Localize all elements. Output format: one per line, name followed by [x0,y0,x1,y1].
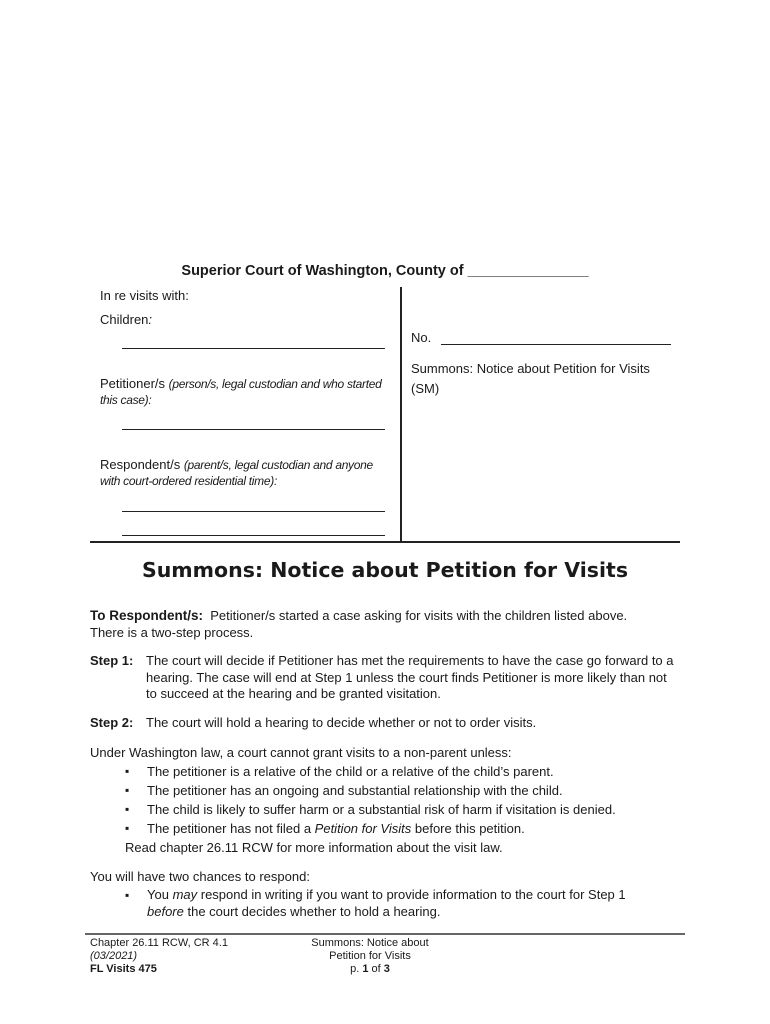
footer-title-2: Petition for Visits [329,950,411,962]
footer-page-total: 3 [383,963,390,975]
petitioner-note: (person/s, legal custodian and who started this case): [100,377,382,407]
intro-label: To Respondent/s: [90,608,203,623]
caption-doc-name [411,359,681,399]
petitioner-blank-line[interactable] [122,429,385,430]
footer-page [290,963,450,976]
respond-lead: You will have two chances to respond: [90,869,310,884]
law-bullet-list [125,762,685,838]
footer-page-prefix: p. [350,963,363,975]
respondent-label [100,457,390,489]
children-label [100,312,390,327]
court-title: Superior Court of Washington, County of _______________ [181,263,589,279]
step-1-text: The court will decide if Petitioner has met the requirements to have the case go forward to a hearing. The case will end at Step 1 unless the court finds Petitioner is more likely than not to succeed at the hearing and be granted visitation. [146,653,674,701]
caption-vertical-divider [400,287,402,542]
petitioner-label [100,376,390,408]
respondent-blank-line-2[interactable] [122,535,385,536]
step-2-text: The court will hold a hearing to decide whether or not to order visits. [146,715,537,730]
law-bullet-4 [125,819,685,838]
footer-page-of: of [368,963,384,975]
caption-doc-code: (SM) [411,381,440,396]
children-label-colon: : [148,312,153,327]
petitioner-label-text: Petitioner/s [100,376,169,391]
in-re-label: In re visits with: [100,288,189,303]
respondent-label-text: Respondent/s [100,457,184,472]
footer-center [290,937,450,976]
respond-b1-pre: You [147,887,173,902]
document-title: Summons: Notice about Petition for Visits [141,558,629,582]
caption-bottom-rule [90,541,680,543]
children-blank-line[interactable] [122,348,385,349]
footer-title-1: Summons: Notice about [311,937,429,949]
respond-bullet-list [125,887,685,920]
law-bullet-1: ▪ The petitioner is a relative of the child or a relative of the child’s parent. [125,762,685,781]
law-bullet-2: ▪ The petitioner has an ongoing and substantial relationship with the child. [125,781,685,800]
footer-form-number: FL Visits 475 [90,963,157,975]
children-label-text: Children [100,312,149,327]
caption-doc-title: Summons: Notice about Petition for Visits [411,361,650,376]
law-bullet-4-post: before this petition. [411,821,525,836]
respondent-note: (parent/s, legal custodian and anyone with court-ordered residential time): [100,458,373,488]
intro-paragraph [90,608,680,642]
footer-page-number: 1 [362,963,369,975]
footer-rule-citation: Chapter 26.11 RCW, CR 4.1 [90,937,228,949]
intro-text: Petitioner/s started a case asking for visits with the children listed above. [210,608,628,623]
law-bullet-4-italic: Petition for Visits [314,821,412,836]
step-2-label: Step 2: [90,715,134,730]
case-number-label: No. [411,330,432,345]
respondent-blank-line-1[interactable] [122,511,385,512]
step-1 [90,653,680,703]
respond-b1-post: the court decides whether to hold a hearing. [183,903,441,919]
respond-b1-mid: respond in writing if you want to provide information to the court for Step 1 [197,887,626,902]
respond-b1-before: before [147,903,184,919]
step-1-label: Step 1: [90,653,134,668]
law-lead: Under Washington law, a court cannot grant visits to a non-parent unless: [90,745,512,760]
footer-left [90,937,290,976]
law-bullet-4-pre: The petitioner has not filed a [147,821,315,836]
case-number [411,330,681,345]
step-2 [90,715,680,733]
law-bullet-3: ▪ The child is likely to suffer harm or a substantial risk of harm if visitation is denied. [125,800,685,819]
intro-text-2: There is a two-step process. [90,625,254,640]
footer-rule [85,933,685,935]
footer-date: (03/2021) [90,950,138,962]
law-read-more: Read chapter 26.11 RCW for more information about the visit law. [125,840,503,855]
case-number-blank-line[interactable] [441,344,671,345]
respond-bullet-1 [125,887,685,920]
respond-b1-may: may [172,887,198,902]
